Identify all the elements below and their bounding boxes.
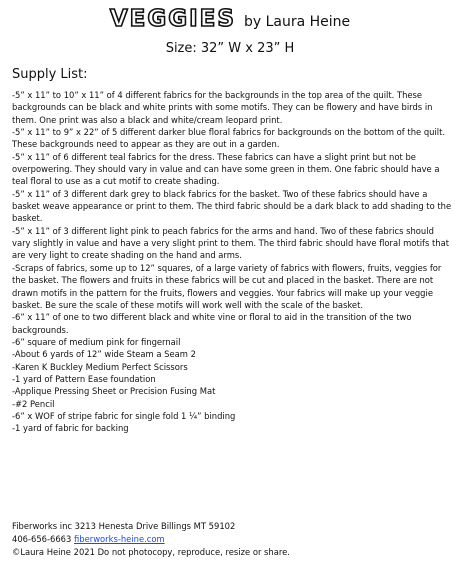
supply-item: -5” x 11” of 3 different dark grey to black fabrics for the basket. Two of these fabrics should have a basket weave appearance or print to them. The third fabric should be a dark black to add shading to the basket. [12,188,452,224]
supply-item: -5” x 11” to 10” x 11” of 4 different fabrics for the backgrounds in the top area of the quilt. These backgrounds can be black and white prints with some motifs. They can be flowery and have birds in them. One print was also a black and white/cream leopard print. [12,90,433,125]
supply-item: -5” x 11” to 9” x 22” of 5 different darker blue floral fabrics for backgrounds on the bottom of the quilt. These backgrounds need to appear as they are out in a garden. [12,127,446,150]
pattern-title: VEGGIES [109,6,236,32]
pattern-author: by Laura Heine [243,14,351,30]
title-row [0,6,460,32]
footer-copyright: ©Laura Heine 2021 Do not photocopy, reproduce, resize or share. [12,547,290,558]
footer [12,520,290,560]
supply-item: -1 yard of fabric for backing [12,423,129,434]
supply-item: -Applique Pressing Sheet or Precision Fusing Mat [12,386,216,397]
supply-item: -About 6 yards of 12” wide Steam a Seam 2 [12,349,196,360]
supply-list-heading: Supply List: [12,67,88,82]
website-link[interactable]: fiberworks-heine.com [74,534,165,545]
supply-item: -1 yard of Pattern Ease foundation [12,373,156,384]
supply-item: -6” x WOF of stripe fabric for single fold 1 ¼” binding [12,410,236,421]
footer-contact [12,533,290,546]
supply-item: -Scraps of fabrics, some up to 12” squares, of a large variety of fabrics with flowers, fruits, veggies for the basket. The flowers and fruits in these fabrics will be cut and placed in the basket. There are not drawn motifs in the pattern for the fruits, flowers and veggies. Your fabrics will make up your veggie basket. Be sure the scale of these motifs will work well with the scale of the basket. [12,262,442,310]
footer-address: Fiberworks inc 3213 Henesta Drive Billings MT 59102 [12,521,236,531]
supply-item: -#2 Pencil [12,398,55,409]
supply-item: -5” x 11” of 6 different teal fabrics for the dress. These fabrics can have a slight print but not be overpowering. They should vary in value and can have some green in them. One fabric should have a teal floral to use as a cut motif to create shading. [12,151,440,187]
pattern-size: Size: 32” W x 23” H [165,41,295,56]
footer-phone: 406-656-6663 [12,534,72,545]
supply-item: -Karen K Buckley Medium Perfect Scissors [12,361,188,372]
supply-item: -5” x 11” of 3 different light pink to peach fabrics for the arms and hand. Two of these fabrics should vary slightly in value and have a very slight print to them. The third fabric should have floral motifs that are very light to create shading on the hand and arms. [12,225,449,261]
supply-item: -6” square of medium pink for fingernail [12,336,181,347]
supply-list [12,89,452,435]
supply-item: -6” x 11” of one to two different black and white vine or floral to aid in the transition of the two backgrounds. [12,312,412,335]
